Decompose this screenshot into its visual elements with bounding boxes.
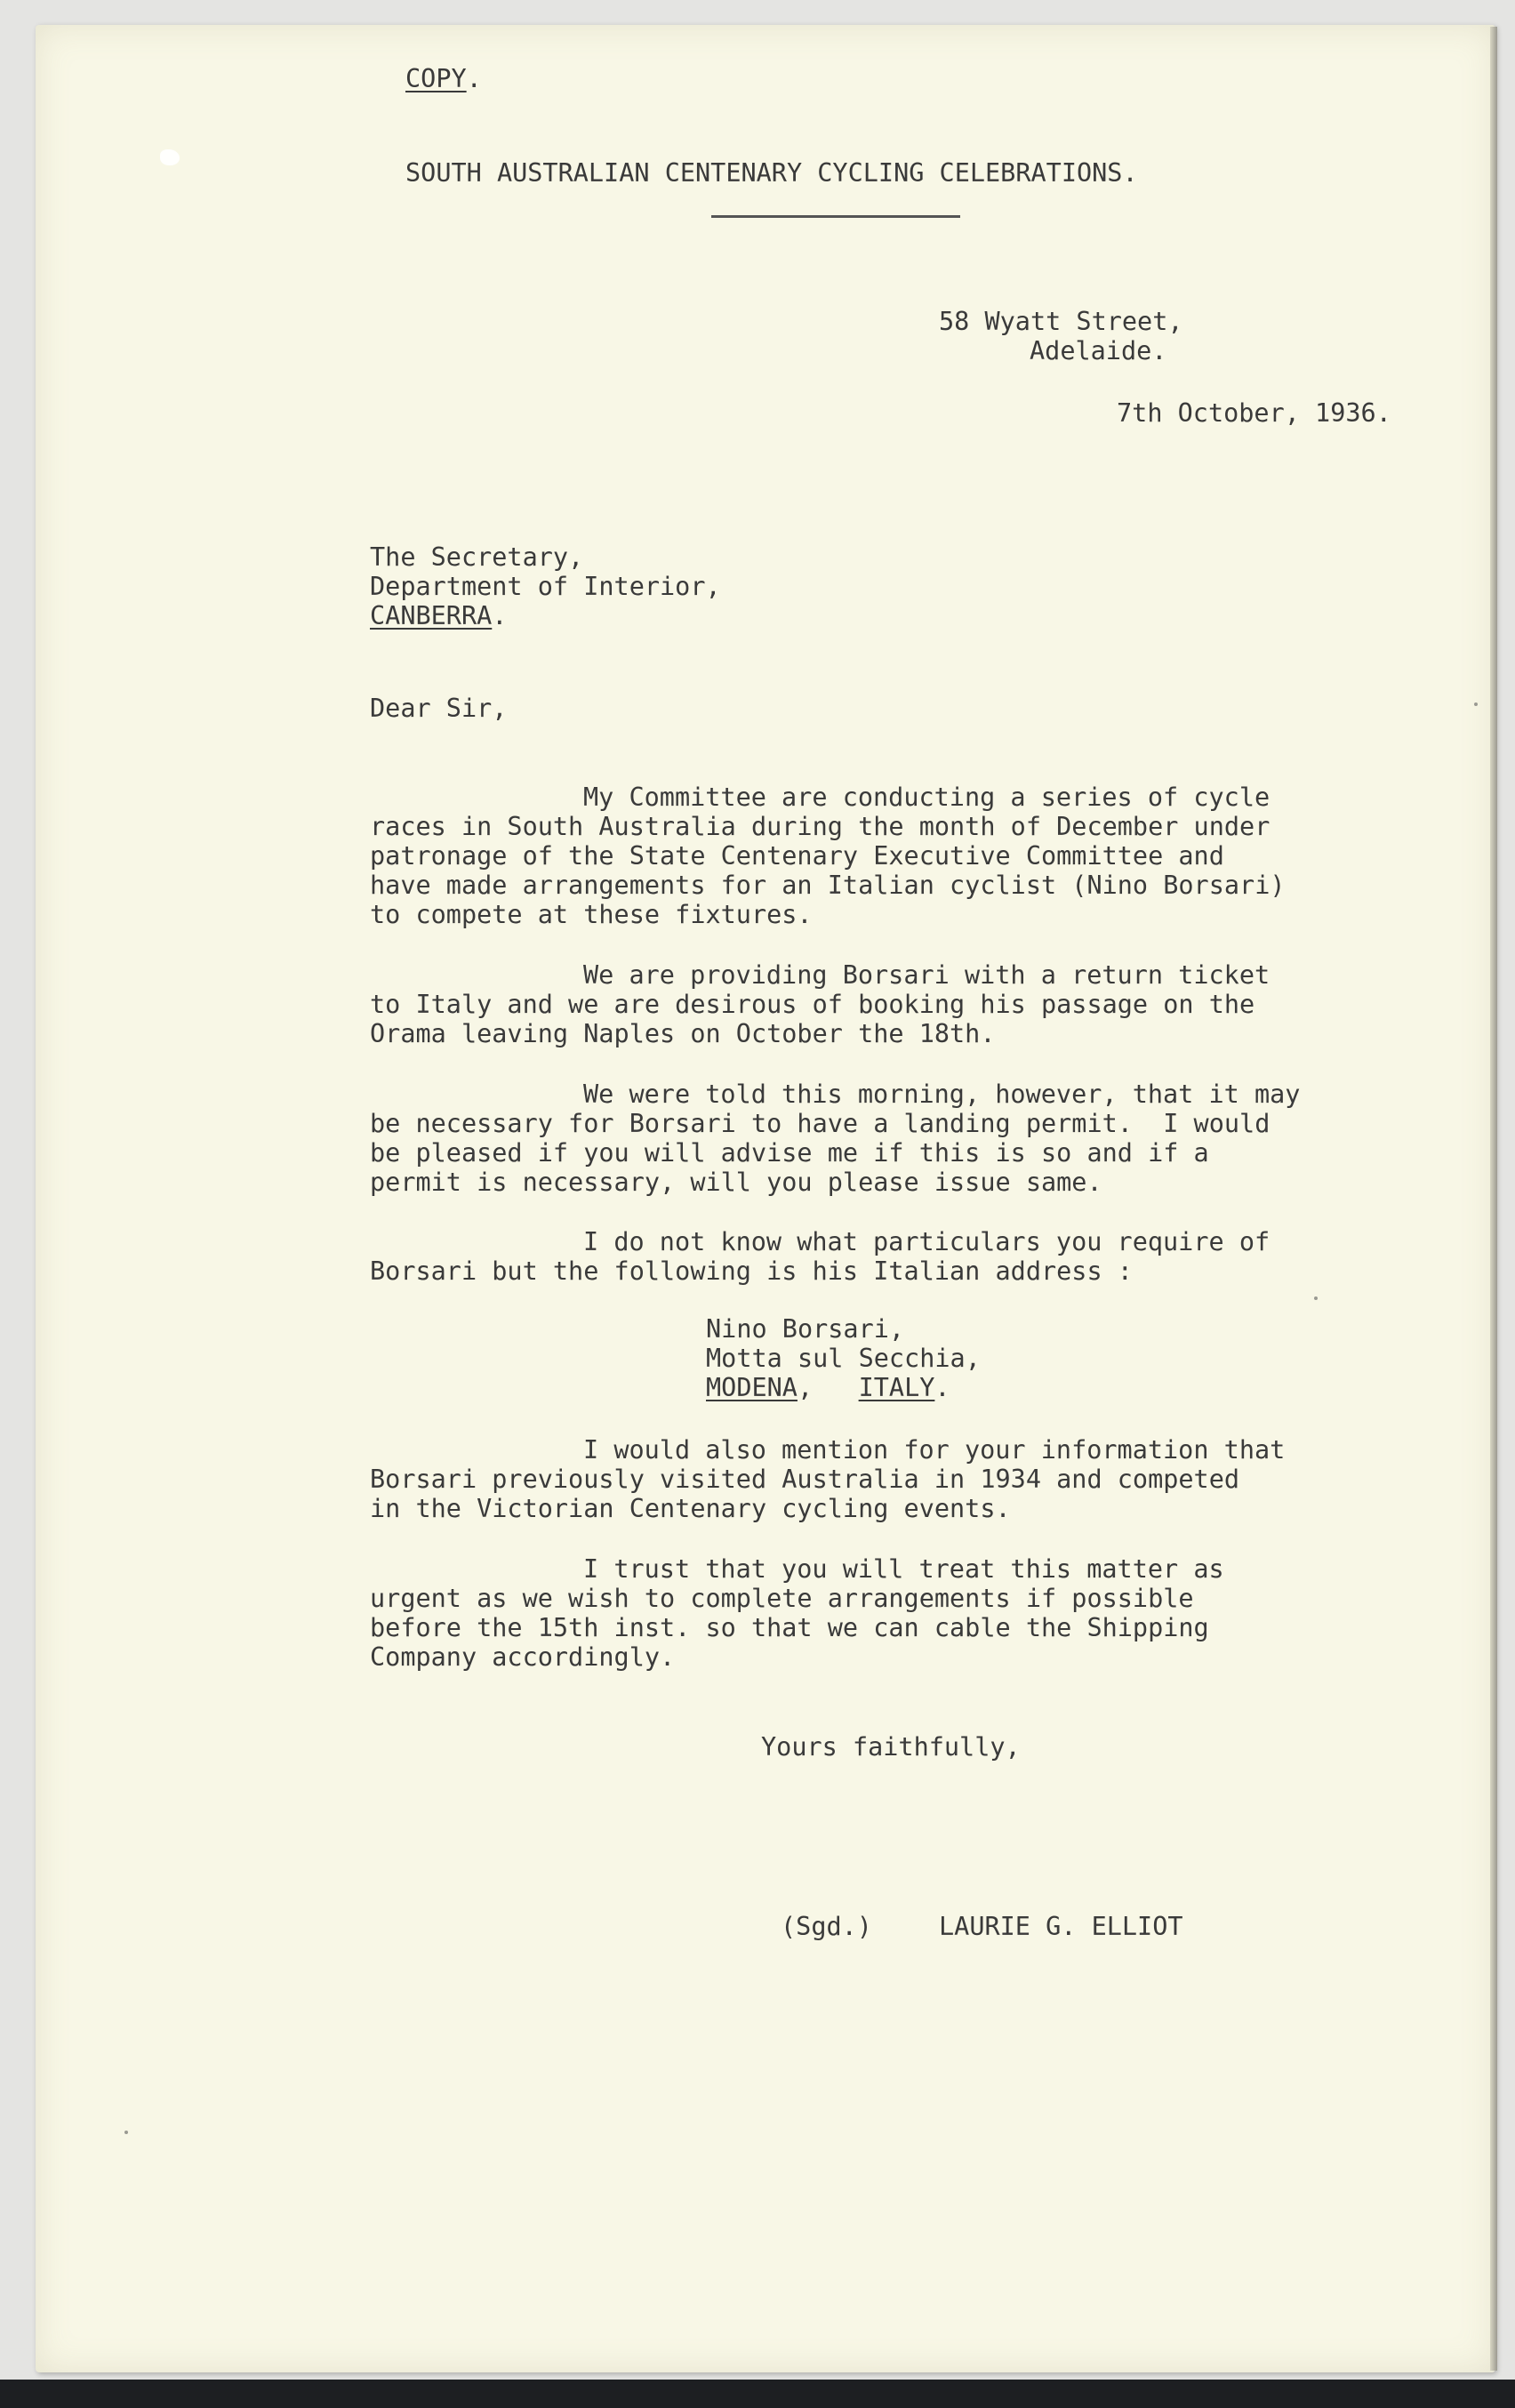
signature-name: LAURIE G. ELLIOT	[939, 1912, 1183, 1941]
scan-bottom-border	[0, 2380, 1515, 2408]
paragraph-3-line-4: permit is necessary, will you please issue same.	[370, 1168, 1102, 1197]
paragraph-6-line-4: Company accordingly.	[370, 1642, 676, 1672]
paragraph-2-line-1: We are providing Borsari with a return ticket	[583, 960, 1271, 990]
paragraph-2-line-2: to Italy and we are desirous of booking his passage on the	[370, 990, 1255, 1019]
paragraph-4-line-1: I do not know what particulars you require of	[583, 1227, 1271, 1256]
copy-mark	[405, 64, 482, 94]
scan-speck	[124, 2131, 128, 2134]
paragraph-6-line-1: I trust that you will treat this matter as	[583, 1554, 1224, 1584]
paragraph-3-line-3: be pleased if you will advise me if this is so and if a	[370, 1138, 1209, 1168]
paragraph-1-line-3: patronage of the State Centenary Executive Committee and	[370, 841, 1224, 871]
salutation: Dear Sir,	[370, 694, 508, 723]
sender-address-line1: 58 Wyatt Street,	[939, 307, 1183, 336]
recipient-city-period: .	[492, 601, 508, 630]
paragraph-4-line-2: Borsari but the following is his Italian address :	[370, 1256, 1133, 1286]
recipient-line1: The Secretary,	[370, 542, 584, 572]
italian-address-country-period: .	[934, 1373, 950, 1402]
paragraph-2-line-3: Orama leaving Naples on October the 18th.	[370, 1019, 996, 1048]
signature-prefix: (Sgd.)	[781, 1912, 872, 1941]
heading-rule	[711, 215, 960, 218]
letter-date: 7th October, 1936.	[1117, 398, 1391, 428]
recipient-line2: Department of Interior,	[370, 572, 721, 601]
scan-speck	[1474, 702, 1478, 706]
closing: Yours faithfully,	[761, 1732, 1021, 1762]
paragraph-3-line-2: be necessary for Borsari to have a landing permit. I would	[370, 1109, 1271, 1138]
paragraph-6-line-2: urgent as we wish to complete arrangements if possible	[370, 1584, 1194, 1613]
paragraph-1-line-5: to compete at these fixtures.	[370, 900, 813, 929]
italian-address-line1: Nino Borsari,	[706, 1314, 905, 1344]
paragraph-5-line-1: I would also mention for your information that	[583, 1435, 1286, 1465]
letter-sheet	[36, 25, 1495, 2372]
copy-mark-period: .	[466, 64, 482, 93]
recipient-city	[370, 601, 507, 631]
sender-address-line2: Adelaide.	[1030, 336, 1167, 365]
paper-tear-mark	[160, 149, 180, 165]
italian-address-country: ITALY	[858, 1373, 935, 1402]
paragraph-1-line-4: have made arrangements for an Italian cyclist (Nino Borsari)	[370, 871, 1286, 900]
paragraph-5-line-2: Borsari previously visited Australia in 1934 and competed	[370, 1465, 1240, 1494]
paragraph-6-line-3: before the 15th inst. so that we can cable the Shipping	[370, 1613, 1209, 1642]
paragraph-3-line-1: We were told this morning, however, that it may	[583, 1080, 1301, 1109]
paragraph-5-line-3: in the Victorian Centenary cycling events.	[370, 1494, 1011, 1523]
italian-address-city-comma: ,	[797, 1373, 814, 1402]
italian-address-city: MODENA	[706, 1373, 798, 1402]
italian-address-line2: Motta sul Secchia,	[706, 1344, 981, 1373]
organisation-heading: SOUTH AUSTRALIAN CENTENARY CYCLING CELEBRATIONS.	[405, 158, 1138, 188]
sheet-edge	[1490, 27, 1497, 2371]
italian-address-line3	[706, 1373, 950, 1403]
scan-speck	[1314, 1296, 1318, 1300]
recipient-city-text: CANBERRA	[370, 601, 493, 630]
copy-mark-text: COPY	[405, 64, 467, 93]
paragraph-1-line-2: races in South Australia during the month of December under	[370, 812, 1271, 841]
paragraph-1-line-1: My Committee are conducting a series of cycle	[583, 783, 1271, 812]
